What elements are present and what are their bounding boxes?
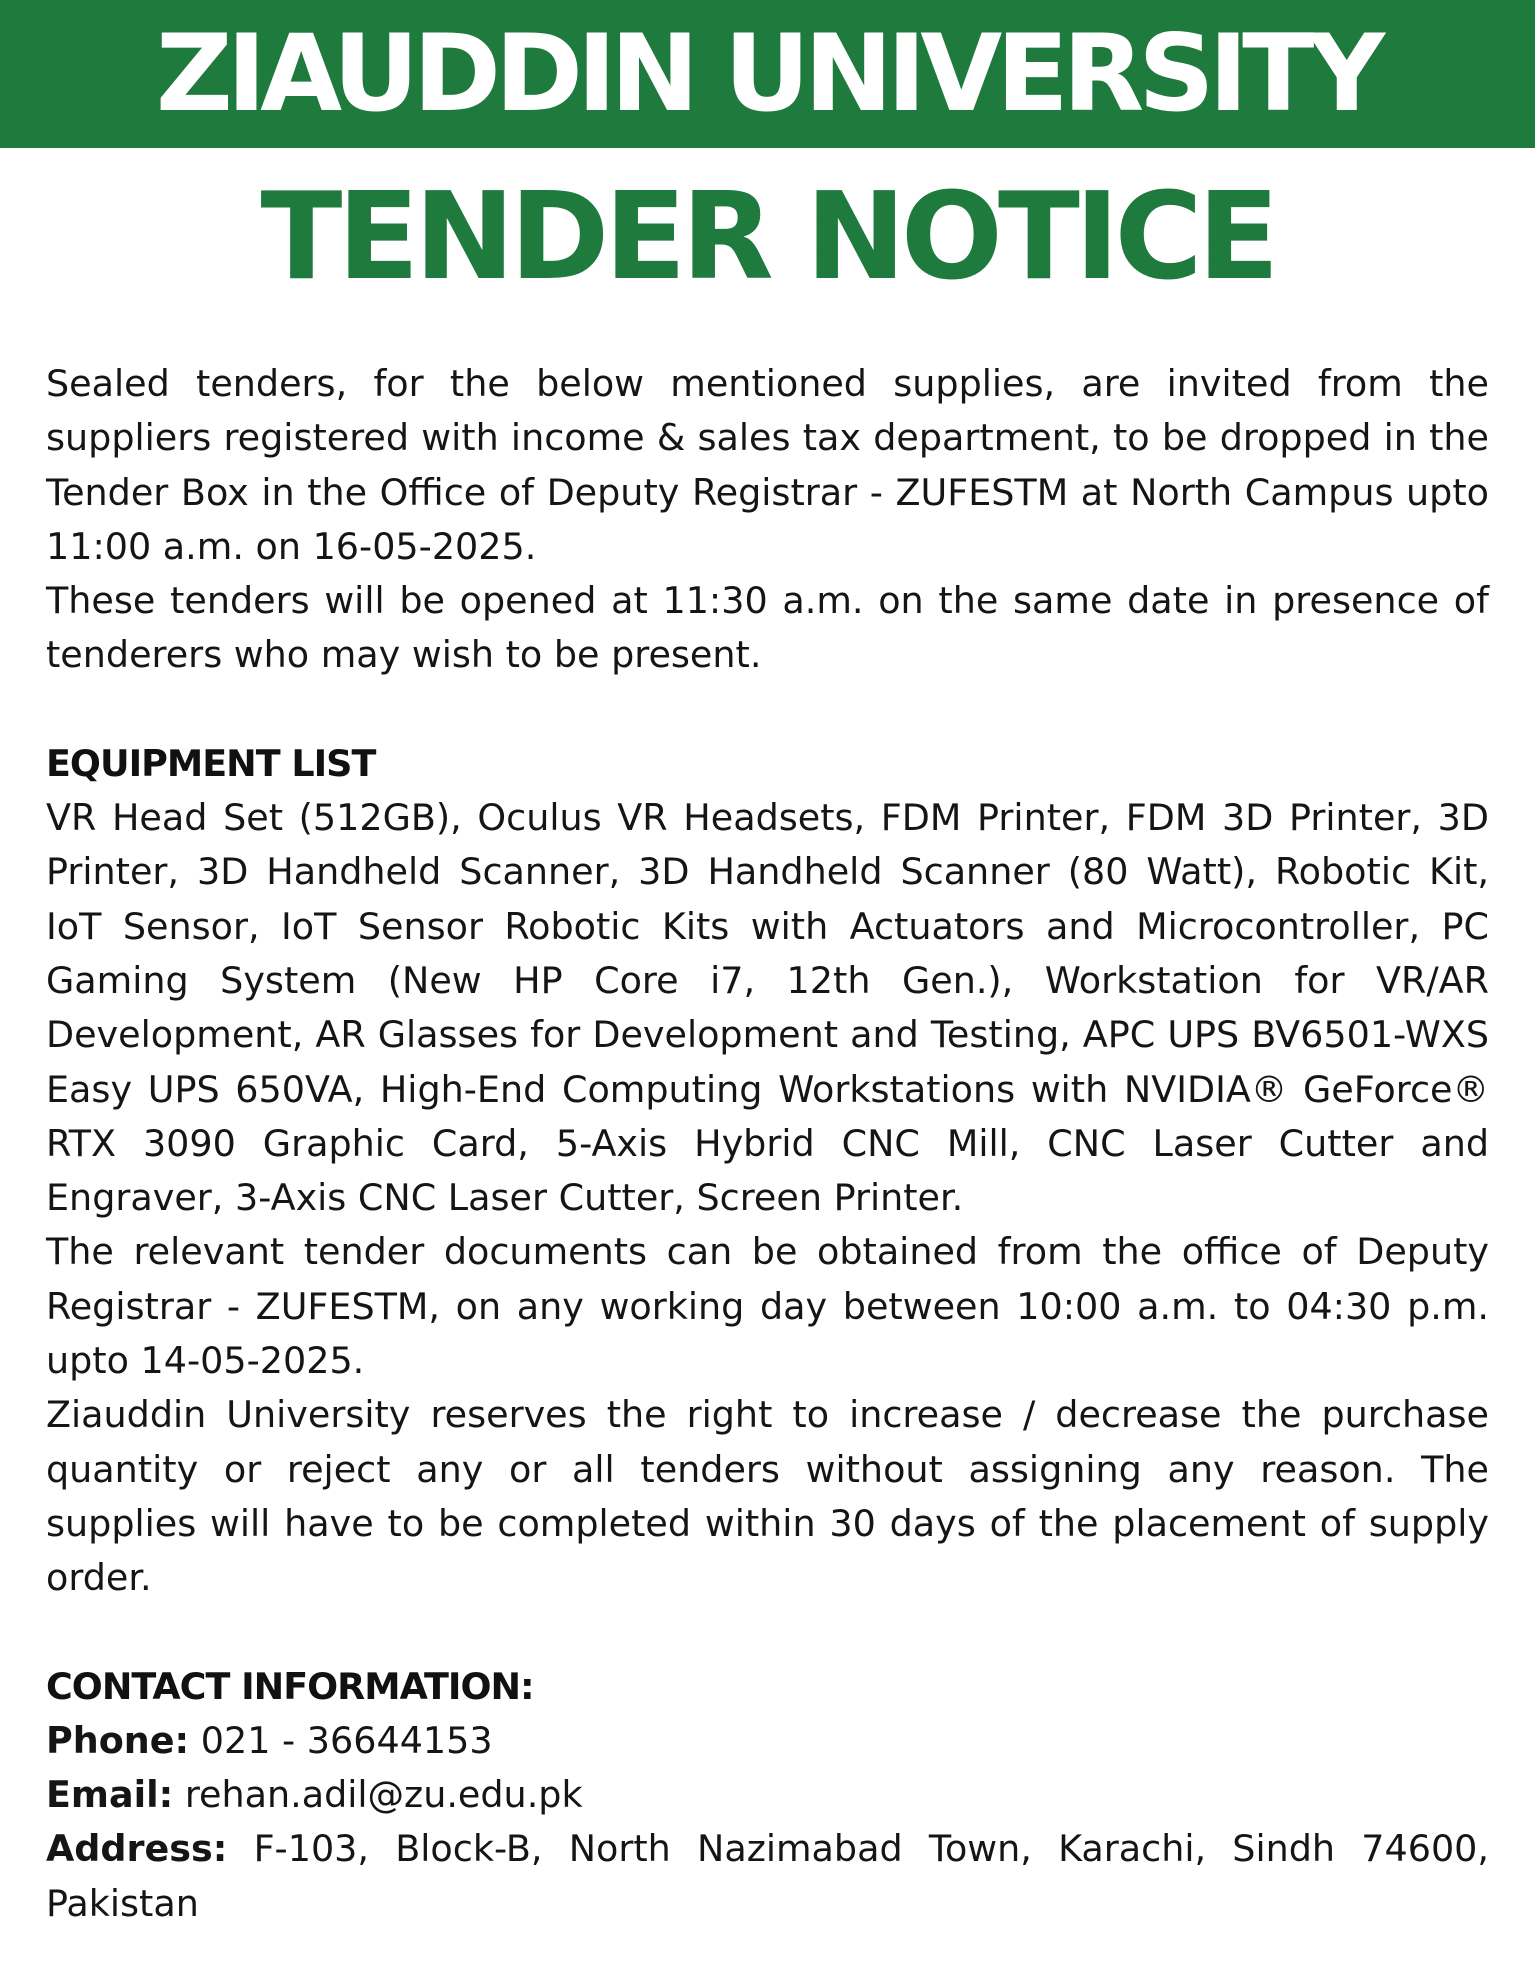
notice-body [46,357,1489,1931]
email-label: Email: [46,1773,174,1817]
address-line [46,1822,1489,1931]
contact-heading: CONTACT INFORMATION: [46,1664,534,1708]
notice-title: TENDER NOTICE [260,168,1275,307]
address-value: F-103, Block-B, North Nazimabad Town, Karachi, Sindh 74600, Pakistan [46,1827,1490,1925]
documents-paragraph: The relevant tender documents can be obtained from the office of Deputy Registrar - ZUFESTM, on any working day between 10:00 a.m. to 04:30 p.m. upto 14-05-2025. [46,1230,1489,1383]
email-value: rehan.adil@zu.edu.pk [184,1773,583,1817]
phone-label: Phone: [46,1718,190,1762]
email-line [46,1768,1489,1822]
equipment-list: VR Head Set (512GB), Oculus VR Headsets, FDM Printer, FDM 3D Printer, 3D Printer, 3D Handheld Scanner, 3D Handheld Scanner (80 Watt), Robotic Kit, IoT Sensor, IoT Sensor Robotic Kits with Actuators and Microcontroller, PC Gaming System (New HP Core i7, 12th Gen.), Workstation for VR/AR Development, AR Glasses for Development and Testing, APC UPS BV6501-WXS Easy UPS 650VA, High-End Computing Workstations with NVIDIA® GeForce® RTX 3090 Graphic Card, 5-Axis Hybrid CNC Mill, CNC Laser Cutter and Engraver, 3-Axis CNC Laser Cutter, Screen Printer. [46,796,1489,1220]
spacer [46,1606,1489,1660]
phone-value: 021 - 36644153 [200,1718,493,1762]
university-banner [0,0,1535,148]
intro-paragraph: Sealed tenders, for the below mentioned supplies, are invited from the suppliers registered with income & sales tax department, to be dropped in the Tender Box in the Office of Deputy Registrar - ZUFESTM at North Campus upto 11:00 a.m. on 16-05-2025. [46,362,1489,568]
spacer [46,683,1489,737]
university-name: ZIAUDDIN UNIVERSITY [155,12,1380,135]
rights-paragraph: Ziauddin University reserves the right to increase / decrease the purchase quantity or reject any or all tenders without assigning any reason. The supplies will have to be completed within 30 days of the placement of supply order. [46,1393,1489,1600]
phone-line [46,1714,1489,1768]
equipment-heading: EQUIPMENT LIST [46,741,376,785]
address-label: Address: [46,1827,228,1871]
opening-paragraph: These tenders will be opened at 11:30 a.m. on the same date in presence of tenderers who may wish to be present. [46,579,1489,677]
